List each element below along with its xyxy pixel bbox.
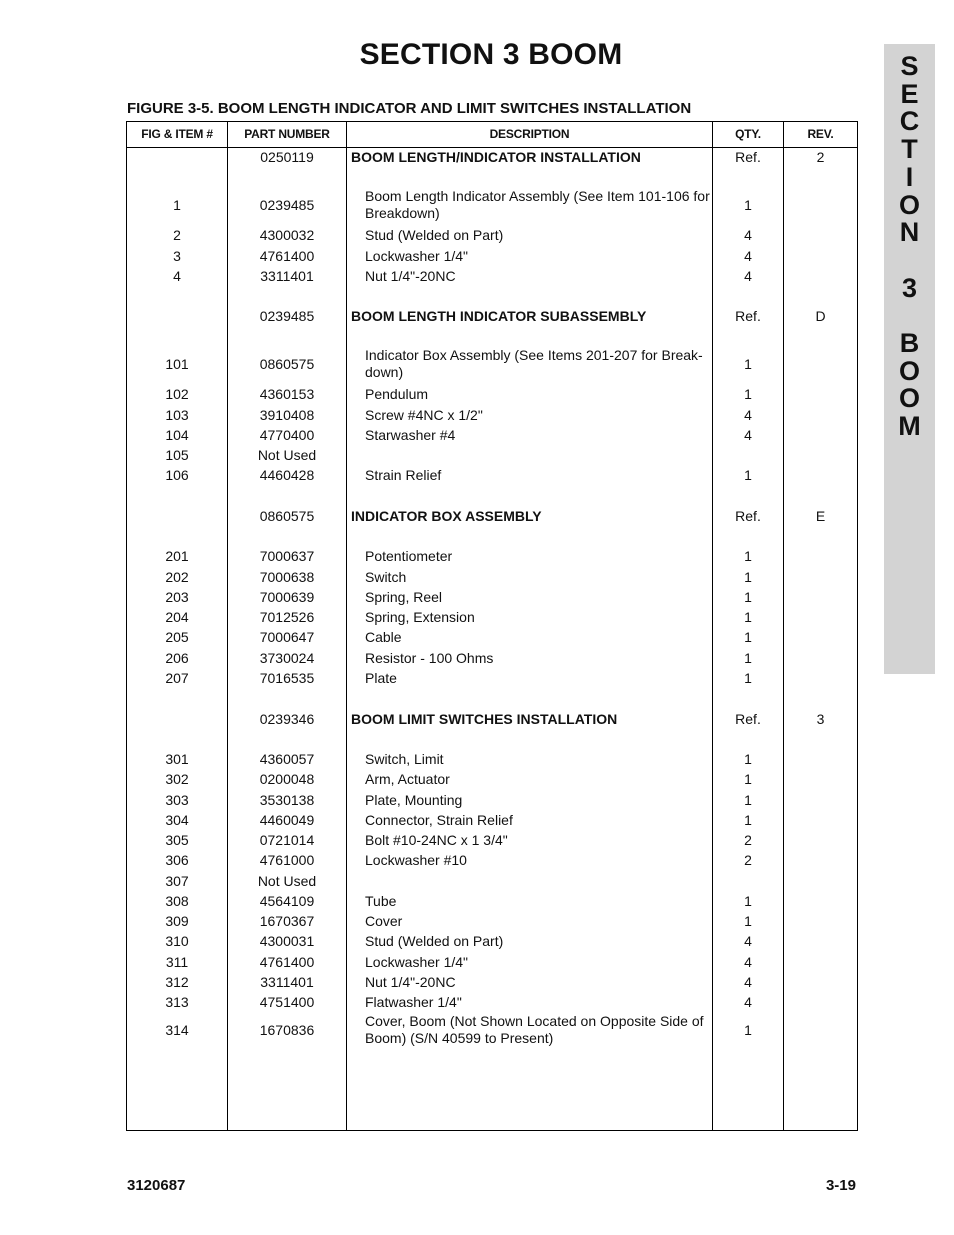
quantity: 4 (744, 407, 752, 423)
description: Lockwasher #10 (365, 852, 467, 868)
item-number: 104 (165, 427, 189, 443)
table-row (127, 226, 857, 246)
item-number: 2 (173, 227, 181, 243)
description: Switch (365, 569, 407, 585)
quantity: 1 (744, 609, 752, 625)
table-row (127, 892, 857, 912)
description: Stud (Welded on Part) (365, 933, 504, 949)
item-number: 307 (165, 873, 189, 889)
part-number: 7000639 (259, 589, 315, 605)
description: Connector, Strain Relief (365, 812, 513, 828)
part-number: 3530138 (259, 792, 315, 808)
description: Tube (365, 893, 397, 909)
column-header-item: FIG & ITEM # (141, 127, 213, 141)
table-section-row (127, 307, 857, 327)
description: Spring, Extension (365, 609, 475, 625)
table-row (127, 872, 857, 892)
item-number: 4 (173, 268, 181, 284)
part-number: 7016535 (259, 670, 315, 686)
quantity: 4 (744, 974, 752, 990)
description: Switch, Limit (365, 751, 444, 767)
quantity: 1 (744, 356, 752, 372)
item-number: 103 (165, 407, 189, 423)
description: BOOM LENGTH INDICATOR SUBASSEMBLY (351, 308, 647, 324)
table-section-row (127, 148, 857, 168)
quantity: 1 (744, 792, 752, 808)
quantity: 1 (744, 467, 752, 483)
part-number: 7000638 (259, 569, 315, 585)
table-row (127, 973, 857, 993)
side-tab-letter: O (898, 189, 920, 220)
description: Cover (365, 913, 403, 929)
part-number: 0250119 (260, 149, 314, 165)
table-row (127, 588, 857, 608)
table-row (127, 446, 857, 466)
item-number: 314 (165, 1022, 189, 1038)
column-header-description: DESCRIPTION (489, 127, 570, 141)
table-row (127, 993, 857, 1013)
part-number: 0721014 (259, 832, 315, 848)
description: Indicator Box Assembly (See Items 201-207 for Break-down) (365, 347, 703, 380)
part-number: 4751400 (259, 994, 315, 1010)
side-tab-letter: M (898, 411, 921, 442)
item-number: 207 (165, 670, 189, 686)
item-number: 106 (165, 467, 189, 483)
part-number: 4460428 (259, 467, 315, 483)
table-row (127, 912, 857, 932)
quantity: 1 (744, 197, 752, 213)
item-number: 203 (165, 589, 189, 605)
figure-title: FIGURE 3-5. BOOM LENGTH INDICATOR AND LIMIT SWITCHES INSTALLATION (127, 100, 692, 117)
table-row (127, 669, 857, 689)
part-number: 0200048 (259, 771, 315, 787)
part-number: 3311401 (260, 974, 314, 990)
part-number: 0860575 (259, 508, 315, 524)
side-tab-letter: I (905, 161, 914, 192)
item-number: 102 (165, 386, 189, 402)
side-tab-letter: S (900, 51, 919, 81)
item-number: 105 (165, 447, 189, 463)
item-number: 305 (165, 832, 189, 848)
side-tab-letter: N (899, 217, 920, 248)
quantity: Ref. (735, 149, 761, 165)
quantity: 1 (744, 548, 752, 564)
quantity: 1 (744, 771, 752, 787)
table-row (127, 1013, 857, 1049)
item-number: 101 (165, 356, 189, 372)
item-number: 303 (165, 792, 189, 808)
description: BOOM LIMIT SWITCHES INSTALLATION (351, 711, 618, 727)
part-number: 7000637 (259, 548, 315, 564)
quantity: 1 (744, 650, 752, 666)
table-row (127, 851, 857, 871)
revision: 2 (816, 149, 825, 165)
part-number: 4770400 (259, 427, 315, 443)
quantity: 1 (744, 812, 752, 828)
item-number: 206 (165, 650, 189, 666)
part-number: 1670367 (259, 913, 315, 929)
item-number: 309 (165, 913, 189, 929)
item-number: 3 (173, 248, 181, 264)
description: INDICATOR BOX ASSEMBLY (351, 508, 542, 524)
table-row (127, 188, 857, 224)
quantity: 1 (744, 913, 752, 929)
part-number: 4300031 (259, 933, 315, 949)
table-row (127, 267, 857, 287)
table-row (127, 406, 857, 426)
table-row (127, 953, 857, 973)
quantity: Ref. (735, 308, 761, 324)
description: Cover, Boom (Not Shown Located on Opposite Side of Boom) (S/N 40599 to Present) (365, 1013, 704, 1046)
quantity: Ref. (735, 508, 761, 524)
quantity: Ref. (735, 711, 761, 727)
item-number: 204 (165, 609, 189, 625)
side-tab-letter: T (901, 134, 918, 165)
quantity: 1 (744, 1022, 752, 1038)
part-number: 3910408 (259, 407, 315, 423)
table-row (127, 932, 857, 952)
quantity: 1 (744, 569, 752, 585)
part-number: Not Used (257, 447, 317, 463)
item-number: 301 (165, 751, 189, 767)
part-number: 3730024 (259, 650, 315, 666)
description: Bolt #10-24NC x 1 3/4" (365, 832, 508, 848)
description: Resistor - 100 Ohms (365, 650, 494, 666)
description: Lockwasher 1/4" (365, 248, 469, 264)
part-number: Not Used (257, 873, 317, 889)
part-number: 0239485 (259, 308, 315, 324)
table-section-row (127, 710, 857, 730)
table-row (127, 770, 857, 790)
table-row (127, 791, 857, 811)
part-number: 4360057 (259, 751, 315, 767)
table-section-row (127, 507, 857, 527)
description: Cable (365, 629, 402, 645)
table-row (127, 247, 857, 267)
part-number: 7012526 (259, 609, 315, 625)
column-header-part: PART NUMBER (244, 127, 330, 141)
item-number: 304 (165, 812, 189, 828)
side-tab-letter: 3 (901, 272, 918, 303)
description: Starwasher #4 (365, 427, 456, 443)
quantity: 4 (744, 994, 752, 1010)
description: BOOM LENGTH/INDICATOR INSTALLATION (351, 149, 641, 165)
item-number: 308 (165, 893, 189, 909)
item-number: 205 (165, 629, 189, 645)
table-row (127, 547, 857, 567)
part-number: 4300032 (259, 227, 315, 243)
table-row (127, 347, 857, 383)
table-row (127, 608, 857, 628)
quantity: 1 (744, 589, 752, 605)
item-number: 202 (165, 569, 189, 585)
side-tab-letter: C (899, 106, 920, 137)
side-tab-letter: O (898, 355, 920, 386)
description: Lockwasher 1/4" (365, 954, 469, 970)
description: Nut 1/4"-20NC (365, 974, 456, 990)
part-number: 4761000 (259, 852, 315, 868)
item-number: 311 (165, 954, 189, 970)
description: Pendulum (365, 386, 429, 402)
part-number: 4564109 (259, 893, 315, 909)
part-number: 0860575 (259, 356, 315, 372)
part-number: 0239485 (259, 197, 315, 213)
side-tab-letter: O (898, 383, 920, 414)
item-number: 306 (165, 852, 189, 868)
description: Arm, Actuator (365, 771, 450, 787)
part-number: 4360153 (259, 386, 315, 402)
table-row (127, 649, 857, 669)
quantity: 1 (744, 670, 752, 686)
item-number: 302 (165, 771, 189, 787)
quantity: 2 (744, 832, 752, 848)
table-row (127, 811, 857, 831)
part-number: 4460049 (259, 812, 315, 828)
table-row (127, 750, 857, 770)
column-header-rev: REV. (807, 127, 834, 141)
part-number: 3311401 (260, 268, 314, 284)
revision: E (815, 508, 826, 524)
section-side-tab (884, 44, 935, 674)
table-row (127, 466, 857, 486)
quantity: 4 (744, 427, 752, 443)
description: Nut 1/4"-20NC (365, 268, 456, 284)
table-row (127, 426, 857, 446)
revision: D (815, 308, 826, 324)
description: Screw #4NC x 1/2" (365, 407, 483, 423)
side-tab-letter: B (899, 328, 920, 358)
quantity: 4 (744, 933, 752, 949)
column-header-qty: QTY. (735, 127, 761, 141)
description: Strain Relief (365, 467, 442, 483)
part-number: 4761400 (259, 248, 315, 264)
item-number: 310 (165, 933, 189, 949)
footer-page-number: 3-19 (825, 1177, 856, 1194)
parts-table (126, 121, 858, 1131)
description: Spring, Reel (365, 589, 443, 605)
description: Flatwasher 1/4" (365, 994, 462, 1010)
item-number: 201 (165, 548, 189, 564)
part-number: 0239346 (259, 711, 315, 727)
quantity: 2 (744, 852, 752, 868)
revision: 3 (816, 711, 825, 727)
description: Stud (Welded on Part) (365, 227, 504, 243)
item-number: 312 (165, 974, 189, 990)
table-row (127, 628, 857, 648)
description: Plate, Mounting (365, 792, 463, 808)
quantity: 4 (744, 248, 752, 264)
section-title: SECTION 3 BOOM (359, 38, 623, 71)
description: Plate (365, 670, 397, 686)
item-number: 1 (173, 197, 181, 213)
quantity: 4 (744, 954, 752, 970)
quantity: 4 (744, 227, 752, 243)
part-number: 1670836 (259, 1022, 315, 1038)
description: Potentiometer (365, 548, 453, 564)
item-number: 313 (165, 994, 189, 1010)
footer-doc-number: 3120687 (127, 1177, 186, 1194)
quantity: 4 (744, 268, 752, 284)
part-number: 4761400 (259, 954, 315, 970)
quantity: 1 (744, 629, 752, 645)
table-row (127, 568, 857, 588)
table-row (127, 385, 857, 405)
side-tab-letter: E (900, 78, 919, 109)
quantity: 1 (744, 893, 752, 909)
quantity: 1 (744, 386, 752, 402)
table-row (127, 831, 857, 851)
part-number: 7000647 (259, 629, 315, 645)
description: Boom Length Indicator Assembly (See Item 101-106 for Breakdown) (365, 188, 710, 221)
quantity: 1 (744, 751, 752, 767)
